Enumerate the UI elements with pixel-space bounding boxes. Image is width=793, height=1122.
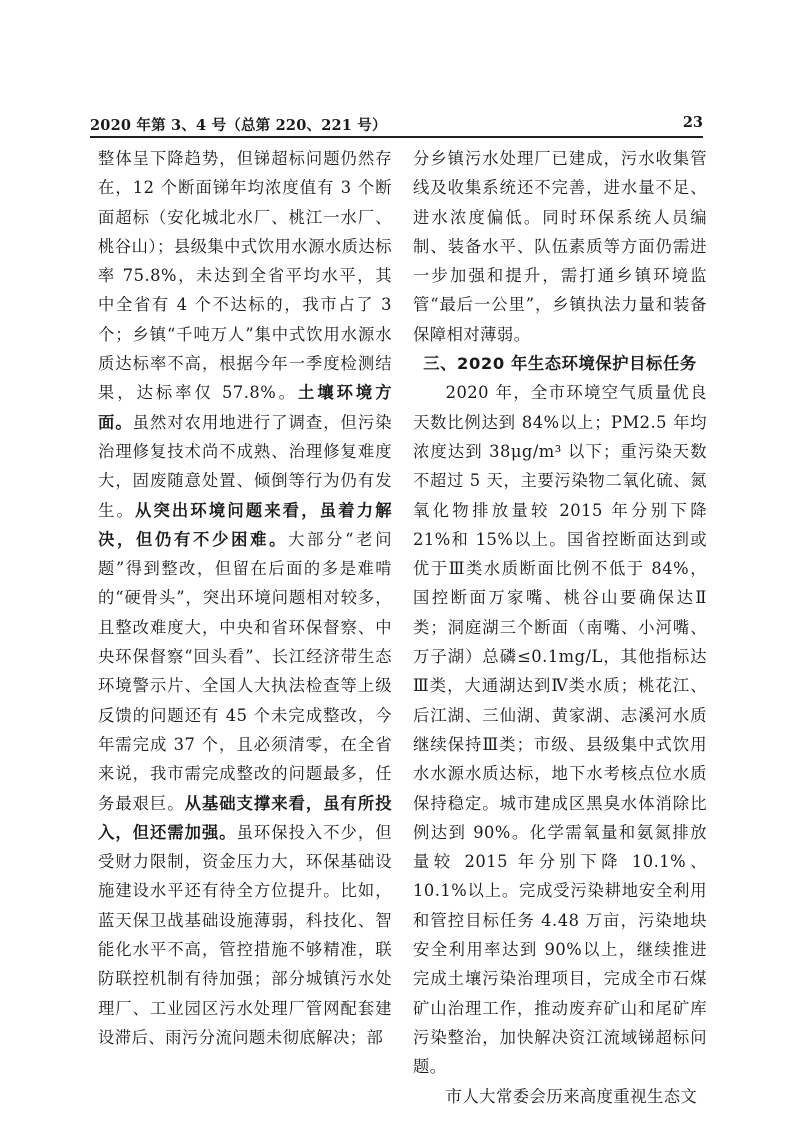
running-header (90, 114, 703, 138)
body-paragraph: 市人大常委会历来高度重视生态文 (445, 1086, 698, 1106)
section-heading: 三、2020 年生态环境保护目标任务 (423, 354, 697, 374)
text-run: 大部分“老问题”得到整改，但留在后面的多是难啃的“硬骨头”，突出环境问题相对较多，且整改难度大，中央和省环保督察、中央环保督察“回头看”、长江经济带生态环境警示片、全国人大执法检查等上级反馈的问题还有 45 个未完成整改，今年需完成 37 个，且必须清零，在全省来说，我市需完成整改的问题最多，任务最艰巨。 (98, 529, 392, 813)
page-number: 23 (682, 114, 703, 131)
text-run: 虽环保投入不少，但受财力限制，资金压力大，环保基础设施建设水平还有待全方位提升。比如，蓝天保卫战基础设施薄弱，科技化、智能化水平不高，管控措施不够精准，联防联控机制有待加强；部分城镇污水处理厂、工业园区污水处理厂管网配套建设滞后、雨污分流问题未彻底解决；部 (98, 822, 392, 1047)
text-run: 整体呈下降趋势，但锑超标问题仍然存在，12 个断面锑年均浓度值有 3 个断面超标（安化城北水厂、桃江一水厂、桃谷山）；县级集中式饮用水源水质达标率 75.8%，未达到全省平均水平，其中全省有 4 个不达标的，我市占了 3 个；乡镇“千吨万人”集中式饮用水源水质达标率不高，根据今年一季度检测结果，达标率仅 57.8%。 (98, 149, 392, 403)
bold-lead-soil: 土壤环境方面。 (98, 383, 392, 432)
right-column (413, 144, 707, 1111)
left-column (98, 144, 392, 1052)
body-paragraph: 2020 年，全市环境空气质量优良天数比例达到 84%以上；PM2.5 年均浓度达到 38μg/m³ 以下；重污染天数不超过 5 天，主要污染物二氧化硫、氮氧化物排放量较 2015 年分别下降 21%和 15%以上。国省控断面达到或优于Ⅲ类水质断面比例不低于 84%，国控断面万家嘴、桃谷山要确保达Ⅱ类；洞庭湖三个断面（南嘴、小河嘴、万子湖）总磷≤0.1mg/L，其他指标达Ⅲ类，大通湖达到Ⅳ类水质；桃花江、后江湖、三仙湖、黄家湖、志溪河水质继续保持Ⅲ类；市级、县级集中式饮用水水源水质达标，地下水考核点位水质保持稳定。城市建成区黑臭水体消除比例达到 90%。化学需氧量和氨氮排放量较 2015 年分别下降 10.1%、10.1%以上。完成受污染耕地安全利用和管控目标任务 4.48 万亩，污染地块安全利用率达到 90%以上，继续推进完成土壤污染治理项目，完成全市石煤矿山治理工作，推动废弃矿山和尾矿库污染整治，加快解决资江流域锑超标问题。 (413, 383, 707, 1077)
body-paragraph: 分乡镇污水处理厂已建成，污水收集管线及收集系统还不完善，进水量不足、进水浓度偏低。同时环保系统人员编制、装备水平、队伍素质等方面仍需进一步加强和提升，需打通乡镇环境监管“最后一公里”，乡镇执法力量和装备保障相对薄弱。 (413, 149, 707, 344)
bold-lead-problems: 从突出环境问题来看，虽着力解决，但仍有不少困难。 (98, 500, 392, 549)
journal-issue-label: 2020 年第 3、4 号（总第 220、221 号） (90, 117, 387, 134)
bold-lead-infrastructure: 从基础支撑来看，虽有所投入，但还需加强。 (98, 793, 392, 842)
text-run: 虽然对农用地进行了调查，但污染治理修复技术尚不成熟、治理修复难度大，固废随意处置、倾倒等行为仍有发生。 (98, 412, 392, 520)
body-paragraph (98, 144, 392, 1052)
